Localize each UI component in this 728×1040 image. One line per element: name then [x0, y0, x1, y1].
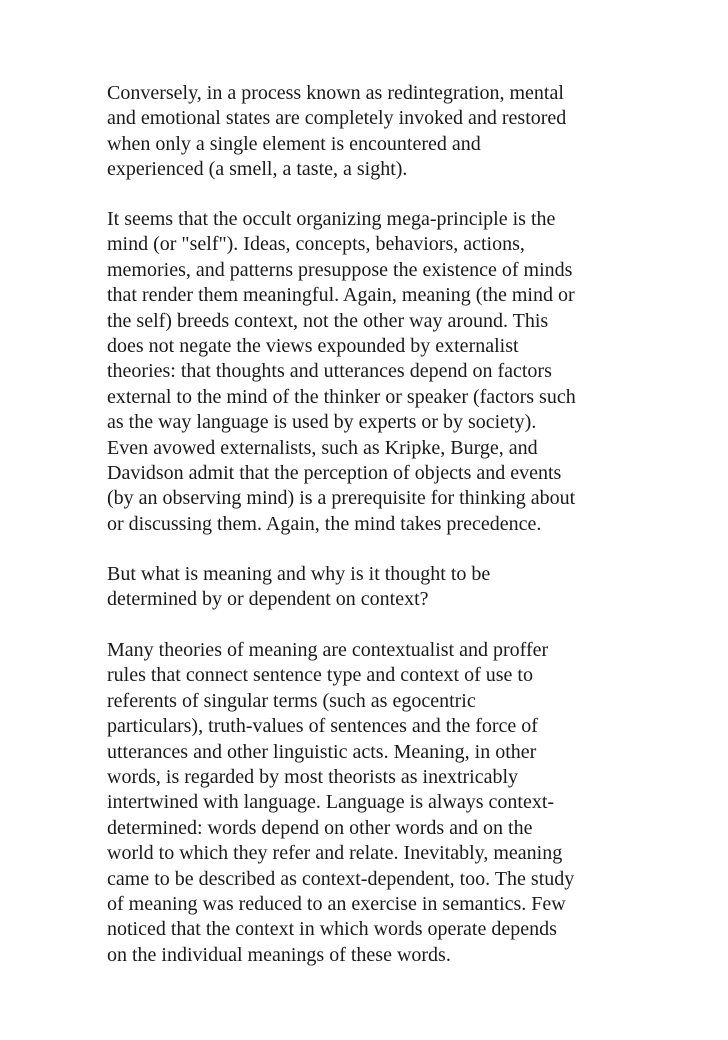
- text-line: utterances and other linguistic acts. Meaning, in other: [107, 740, 537, 763]
- text-line: It seems that the occult organizing mega-principle is the: [107, 208, 556, 230]
- text-line: Many theories of meaning are contextualist and proffer: [107, 639, 549, 661]
- paragraph-redintegration: [107, 81, 627, 183]
- text-line: noticed that the context in which words operate depends: [107, 918, 557, 941]
- text-line: does not negate the views expounded by externalist: [107, 335, 519, 358]
- text-line: theories: that thoughts and utterances depend on factors: [107, 360, 552, 383]
- text-line: determined by or dependent on context?: [107, 588, 429, 611]
- text-line: (by an observing mind) is a prerequisite for thinking about: [107, 487, 576, 510]
- text-line: the self) breeds context, not the other way around. This: [107, 309, 549, 332]
- text-line: But what is meaning and why is it thought to be: [107, 563, 491, 585]
- text-line: when only a single element is encountered and: [107, 132, 481, 155]
- text-line: experienced (a smell, a taste, a sight).: [107, 158, 408, 181]
- text-line: world to which they refer and relate. Inevitably, meaning: [107, 842, 563, 865]
- text-line: external to the mind of the thinker or speaker (factors such: [107, 385, 576, 408]
- text-line: intertwined with language. Language is always context-: [107, 791, 555, 814]
- paragraph-organizing-principle: [107, 207, 627, 537]
- text-line: and emotional states are completely invoked and restored: [107, 107, 567, 130]
- text-line: Even avowed externalists, such as Kripke, Burge, and: [107, 436, 538, 459]
- text-line: memories, and patterns presuppose the existence of minds: [107, 258, 573, 281]
- text-line: determined: words depend on other words and on the: [107, 816, 533, 839]
- text-line: particulars), truth-values of sentences and the force of: [107, 715, 538, 738]
- text-line: that render them meaningful. Again, meaning (the mind or: [107, 284, 575, 307]
- paragraph-question: [107, 562, 627, 613]
- text-line: rules that connect sentence type and context of use to: [107, 664, 533, 687]
- text-line: or discussing them. Again, the mind takes precedence.: [107, 512, 542, 535]
- text-line: referents of singular terms (such as egocentric: [107, 689, 476, 712]
- text-line: words, is regarded by most theorists as inextricably: [107, 766, 519, 789]
- text-line: mind (or "self"). Ideas, concepts, behaviors, actions,: [107, 233, 525, 256]
- text-line: came to be described as context-dependent, too. The study: [107, 867, 575, 890]
- paragraph-theories-of-meaning: [107, 638, 627, 968]
- text-line: of meaning was reduced to an exercise in semantics. Few: [107, 893, 566, 916]
- text-line: on the individual meanings of these words.: [107, 943, 451, 966]
- text-line: Conversely, in a process known as redintegration, mental: [107, 82, 564, 104]
- text-line: as the way language is used by experts or by society).: [107, 411, 537, 434]
- text-line: Davidson admit that the perception of objects and events: [107, 462, 562, 485]
